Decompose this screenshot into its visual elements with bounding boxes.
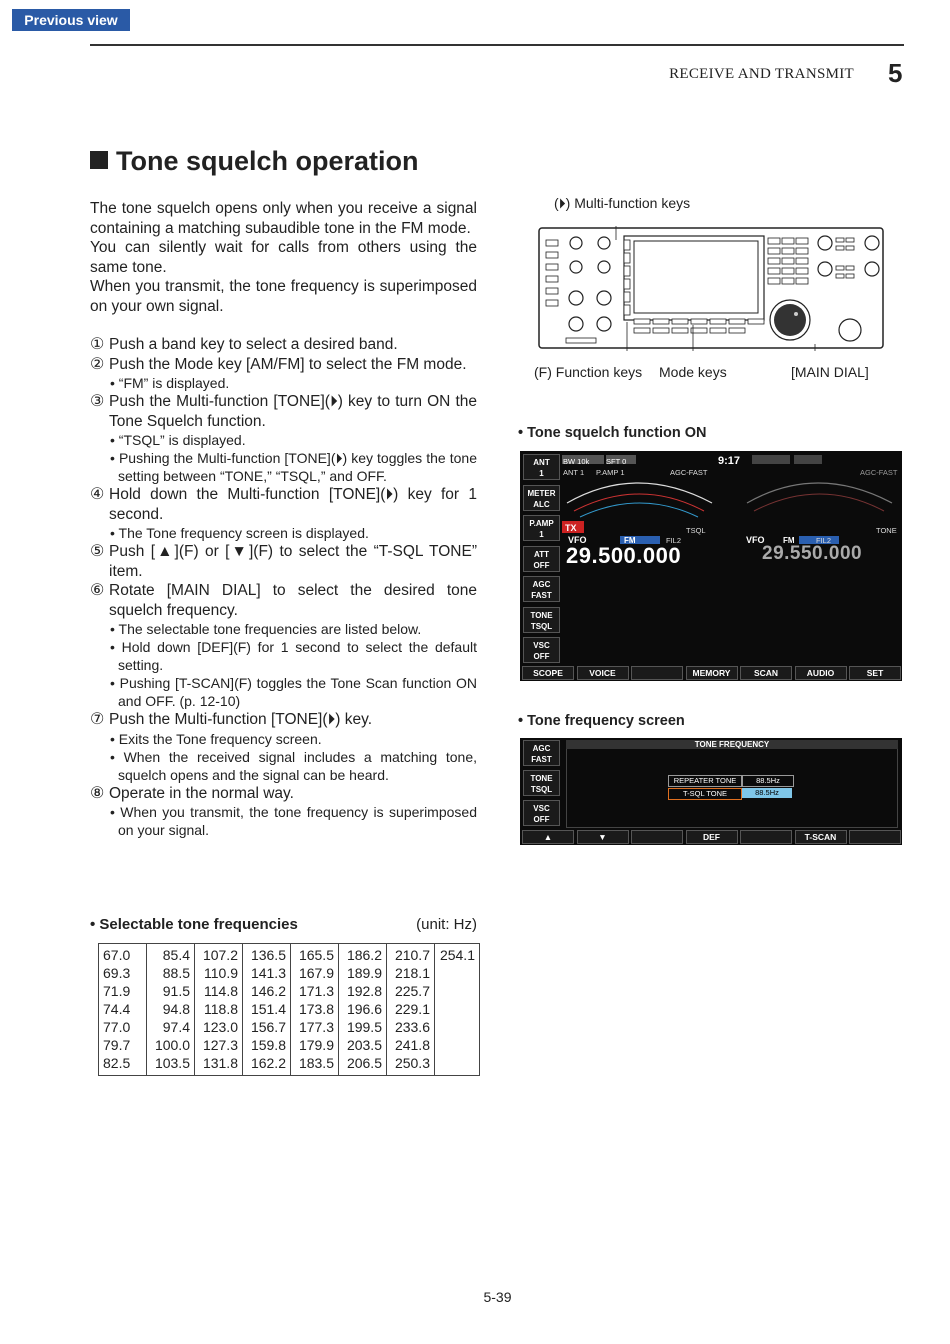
tone-value: 250.3 — [394, 1055, 430, 1071]
tone-value: 79.7 — [103, 1037, 131, 1053]
section-title-text: Tone squelch operation — [116, 146, 419, 176]
tone-column — [435, 944, 480, 1076]
bottom-button[interactable]: SET — [849, 666, 901, 680]
side-button-tone[interactable] — [523, 770, 560, 796]
tone-value: 233.6 — [394, 1019, 430, 1035]
step-item — [90, 335, 477, 355]
step-note: • Hold down [DEF](F) for 1 second to select the default setting. — [110, 639, 477, 673]
page-number: 5-39 — [483, 1289, 512, 1305]
bottom-button[interactable]: DEF — [686, 830, 738, 844]
step-text: Push the Multi-function [TONE](⏵) key. — [109, 711, 373, 728]
side-button-label: VSC — [533, 641, 550, 650]
side-button-label: ANT — [533, 458, 550, 467]
step-item — [90, 710, 477, 730]
step-text: Push the Multi-function [TONE](⏵) key to turn ON the Tone Squelch function. — [109, 393, 477, 430]
tsql-indicator: TSQL — [686, 526, 706, 535]
side-button-value: FAST — [531, 591, 552, 600]
tsql-tone-label[interactable]: T-SQL TONE — [668, 788, 742, 800]
side-button-vsc[interactable] — [523, 800, 560, 826]
mode-badge: FM — [624, 536, 636, 545]
tone-value: 229.1 — [394, 1001, 430, 1017]
step-number: ③ — [90, 393, 105, 410]
bottom-button[interactable] — [631, 666, 683, 680]
tone-value: 254.1 — [439, 947, 475, 963]
step-note: • The selectable tone frequencies are listed below. — [110, 621, 422, 637]
bottom-button[interactable]: AUDIO — [795, 666, 847, 680]
multi-function-keys-callout: (⏵) Multi-function keys — [554, 195, 691, 211]
main-dial-callout: [MAIN DIAL] — [791, 364, 869, 380]
tone-value: 118.8 — [204, 1001, 238, 1017]
tone-value: 91.5 — [162, 983, 190, 999]
step-text: Push a band key to select a desired band. — [109, 336, 398, 353]
step-note: • Exits the Tone frequency screen. — [110, 730, 322, 747]
tone-squelch-on-screen — [520, 451, 902, 681]
tone-value: 71.9 — [103, 983, 131, 999]
side-button-meter[interactable] — [523, 485, 560, 511]
step-number: ④ — [90, 486, 105, 503]
tone-value: 165.5 — [298, 947, 334, 963]
step-text: Push the Mode key [AM/FM] to select the FM mode. — [109, 355, 467, 373]
tone-value: 127.3 — [202, 1037, 238, 1053]
sft-label: SFT 0 — [606, 457, 627, 466]
intro-paragraph: You can silently wait for calls from others using the same tone. — [90, 239, 477, 276]
tone-value: 162.2 — [250, 1055, 286, 1071]
side-button-label: TONE — [530, 774, 553, 783]
tone-column — [387, 944, 435, 1076]
tone-value: 225.7 — [394, 983, 430, 999]
front-panel-illustration — [538, 226, 884, 351]
side-button-pamp[interactable] — [523, 515, 560, 541]
repeater-tone-value[interactable]: 88.5Hz — [742, 775, 794, 787]
tone-value: 196.6 — [346, 1001, 382, 1017]
tone-value: 88.5 — [162, 965, 190, 981]
step-number: ⑤ — [90, 543, 105, 560]
side-button-value: OFF — [533, 652, 550, 661]
step-item — [90, 542, 477, 581]
tone-value: 156.7 — [250, 1019, 286, 1035]
header-rule — [90, 44, 904, 46]
step-number: ⑧ — [90, 784, 105, 802]
square-bullet-icon — [90, 151, 108, 169]
bottom-button[interactable]: SCAN — [740, 666, 792, 680]
tone-value: 77.0 — [103, 1019, 131, 1035]
tone-value: 74.4 — [103, 1001, 131, 1017]
tone-value: 97.4 — [162, 1019, 190, 1035]
tone-value: 171.3 — [298, 983, 334, 999]
tone-value: 67.0 — [103, 947, 131, 963]
side-button-label: P.AMP — [529, 519, 554, 528]
mode-keys-callout: Mode keys — [659, 364, 727, 380]
step-item — [90, 355, 477, 375]
tone-frequency-screen — [520, 738, 902, 845]
tone-value: 186.2 — [346, 947, 382, 963]
side-button-value: FAST — [531, 755, 552, 764]
tone-table-title: • Selectable tone frequencies — [90, 916, 298, 933]
side-button-value: ALC — [533, 499, 550, 509]
tone-value: 136.5 — [250, 947, 286, 963]
repeater-tone-label[interactable]: REPEATER TONE — [668, 775, 742, 787]
tsql-tone-value[interactable]: 88.5Hz — [742, 788, 792, 798]
tone-value: 146.2 — [250, 983, 286, 999]
function-keys-callout: (F) Function keys — [534, 364, 643, 380]
chapter-number: 5 — [888, 58, 903, 88]
main-frequency: 29.500.000 — [566, 543, 682, 568]
bottom-button[interactable]: SCOPE — [522, 666, 574, 680]
side-button-ant[interactable] — [523, 454, 560, 480]
bottom-button[interactable] — [631, 830, 683, 844]
tone-column — [147, 944, 195, 1076]
tone-frequency-table — [98, 943, 480, 1076]
body-text — [90, 199, 477, 839]
side-button-label: AGC — [532, 744, 551, 753]
tone-value: 206.5 — [346, 1055, 382, 1071]
tone-value: 199.5 — [346, 1019, 382, 1035]
side-button-tone[interactable] — [523, 607, 560, 633]
side-button-value: 1 — [539, 530, 544, 539]
tone-column — [339, 944, 387, 1076]
tone-value: 167.9 — [298, 965, 334, 981]
fil-label: FIL2 — [666, 536, 682, 545]
screen1-caption: • Tone squelch function ON — [518, 425, 707, 441]
step-text: Push [▲](F) or [▼](F) to select the “T-SQL TONE” item. — [109, 543, 477, 580]
tone-value: 114.8 — [204, 983, 238, 999]
step-number: ⑦ — [90, 711, 105, 728]
side-button-label: METER — [527, 488, 556, 498]
bottom-button[interactable]: MEMORY — [686, 666, 738, 680]
bottom-button[interactable] — [740, 830, 792, 844]
step-note: • The Tone frequency screen is displayed. — [110, 525, 369, 541]
tone-value: 103.5 — [154, 1055, 190, 1071]
tone-column — [243, 944, 291, 1076]
side-button-label: VSC — [533, 804, 550, 813]
side-button-value: OFF — [533, 560, 550, 570]
tone-value: 177.3 — [298, 1019, 334, 1035]
step-note: • Pushing [T-SCAN](F) toggles the Tone Scan function ON and OFF. (p. 12-10) — [110, 675, 477, 709]
step-note: • “TSQL” is displayed. — [110, 432, 246, 448]
tone-table-header — [90, 916, 477, 933]
bottom-button[interactable]: T-SCAN — [795, 830, 847, 844]
tone-value: 141.3 — [250, 965, 286, 981]
tone-value: 203.5 — [346, 1037, 382, 1053]
tone-value: 82.5 — [103, 1055, 131, 1071]
side-button-label: TONE — [530, 610, 553, 620]
step-note: • When the received signal includes a matching tone, squelch opens and the signal can be heard. — [110, 748, 477, 783]
step-text: Operate in the normal way. — [109, 784, 294, 802]
intro-paragraph: The tone squelch opens only when you receive a signal containing a matching subaudible tone in the FM mode. — [90, 200, 477, 237]
previous-view-button[interactable]: Previous view — [12, 9, 130, 31]
vfo-label: VFO — [568, 535, 587, 545]
side-button-value: 1 — [539, 469, 544, 478]
tone-value: 69.3 — [103, 965, 131, 981]
bottom-button[interactable] — [849, 830, 901, 844]
side-button-value: TSQL — [530, 621, 553, 631]
side-button-agc[interactable] — [523, 740, 560, 766]
side-button-agc[interactable] — [523, 576, 560, 602]
tone-value: 131.8 — [202, 1055, 238, 1071]
bottom-button[interactable]: ▼ — [577, 830, 629, 844]
tone-value: 110.9 — [204, 965, 238, 981]
agc-label: AGC-FAST — [670, 468, 708, 477]
tone-frequency-title: TONE FREQUENCY — [566, 740, 898, 749]
step-note: • “FM” is displayed. — [110, 375, 230, 391]
tone-indicator: TONE — [876, 526, 897, 535]
bottom-button[interactable]: ▲ — [522, 830, 574, 844]
fil-label-sub: FIL2 — [816, 536, 832, 545]
bottom-button[interactable]: VOICE — [577, 666, 629, 680]
tone-value: 85.4 — [162, 947, 190, 963]
tone-value: 218.1 — [394, 965, 430, 981]
clock: 9:17 — [718, 455, 741, 467]
step-item — [90, 784, 477, 804]
side-button-att[interactable] — [523, 546, 560, 572]
tone-value: 241.8 — [394, 1037, 430, 1053]
chapter-title: RECEIVE AND TRANSMIT — [669, 66, 854, 82]
tx-indicator: TX — [565, 523, 577, 533]
tone-table-unit: (unit: Hz) — [416, 916, 477, 933]
agc-label-sub: AGC-FAST — [860, 468, 898, 477]
tone-value: 173.8 — [298, 1001, 334, 1017]
tone-value: 179.9 — [298, 1037, 334, 1053]
step-number: ⑥ — [90, 582, 105, 599]
section-title — [90, 146, 419, 177]
step-item — [90, 392, 477, 431]
step-note: • Pushing the Multi-function [TONE](⏵) key toggles the tone setting between “TONE,” “TSQL,” and OFF. — [110, 450, 477, 484]
step-item — [90, 485, 477, 524]
tone-column — [99, 944, 147, 1076]
side-button-value: TSQL — [530, 785, 553, 794]
sub-frequency: 29.550.000 — [762, 543, 863, 564]
steps-list — [90, 335, 477, 839]
screen2-caption: • Tone frequency screen — [518, 713, 685, 729]
side-button-value: OFF — [533, 815, 550, 824]
step-number: ② — [90, 355, 105, 373]
step-text: Rotate [MAIN DIAL] to select the desired tone squelch frequency. — [109, 582, 477, 619]
step-text: Hold down the Multi-function [TONE](⏵) key for 1 second. — [109, 486, 477, 523]
intro-paragraph: When you transmit, the tone frequency is superimposed on your own signal. — [90, 278, 477, 315]
tone-value: 123.0 — [202, 1019, 238, 1035]
pamp-label: P.AMP 1 — [596, 468, 625, 477]
vfo-label-sub: VFO — [746, 535, 765, 545]
tone-value: 210.7 — [394, 947, 430, 963]
mode-badge-sub: FM — [783, 536, 795, 545]
ant-label: ANT 1 — [563, 468, 585, 477]
tone-value: 159.8 — [250, 1037, 286, 1053]
tone-value: 151.4 — [250, 1001, 286, 1017]
tone-value: 94.8 — [162, 1001, 190, 1017]
bw-label: BW 10k — [563, 457, 590, 466]
side-button-label: ATT — [534, 549, 549, 559]
step-number: ① — [90, 336, 105, 353]
tone-value: 100.0 — [154, 1037, 190, 1053]
tone-value: 189.9 — [346, 965, 382, 981]
side-button-vsc[interactable] — [523, 637, 560, 663]
tone-value: 107.2 — [202, 947, 238, 963]
tone-column — [291, 944, 339, 1076]
tone-value: 192.8 — [346, 983, 382, 999]
step-note: • When you transmit, the tone frequency is superimposed on your signal. — [110, 804, 477, 838]
side-button-label: AGC — [532, 580, 551, 589]
step-item — [90, 581, 477, 620]
tone-column — [195, 944, 243, 1076]
tone-value: 183.5 — [298, 1055, 334, 1071]
